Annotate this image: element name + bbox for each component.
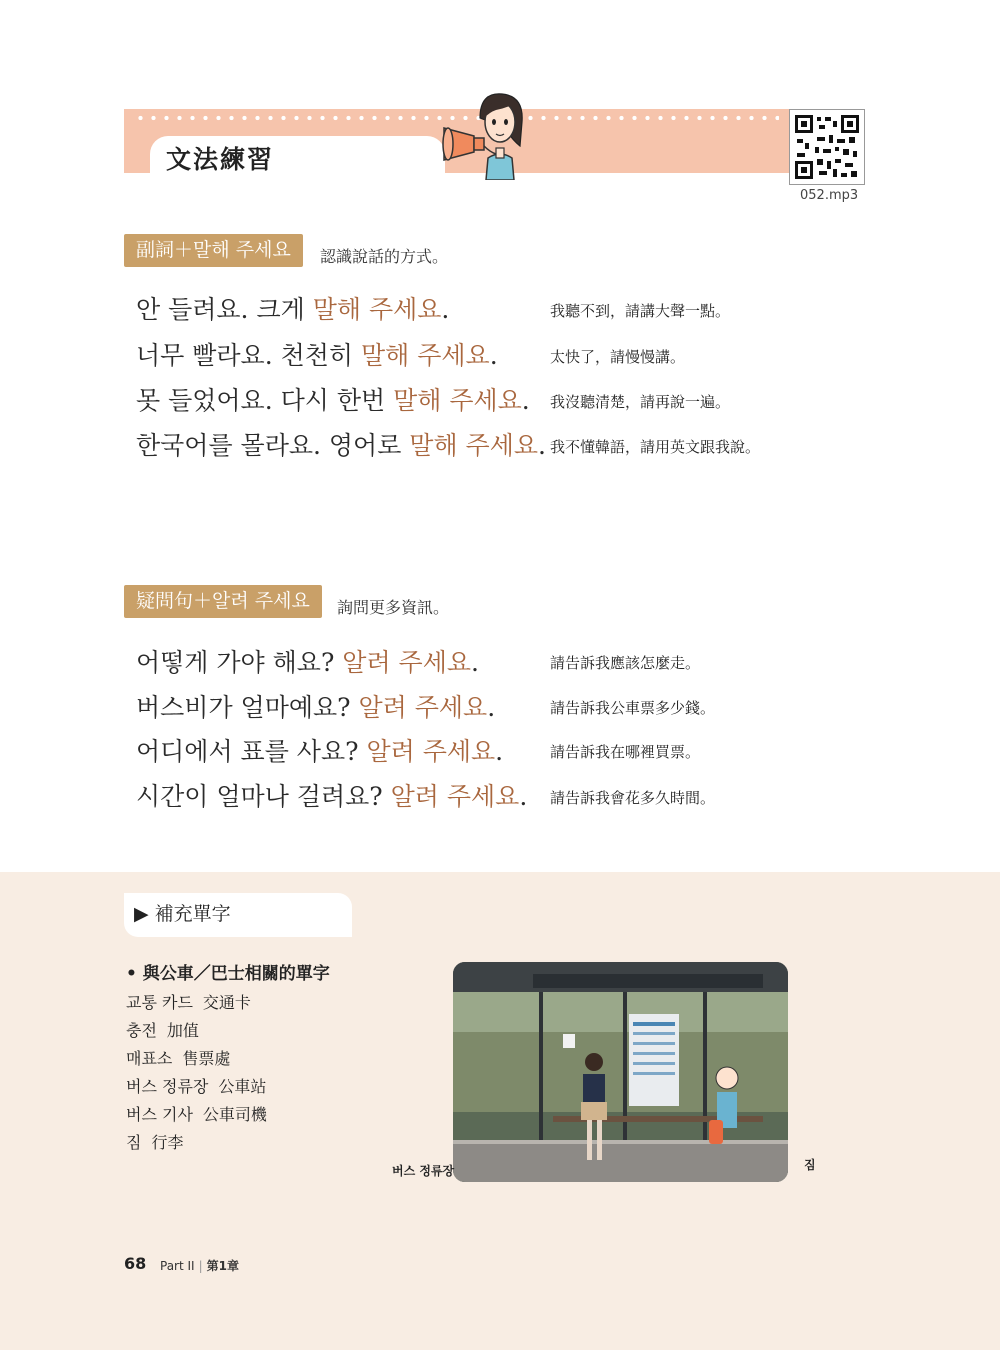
vocab-item: 교통 카드 交通卡 [126,993,251,1012]
korean-sentence: 시간이 얼마나 걸려요? 알려 주세요. [136,782,528,811]
highlight-phrase: 알려 주세요 [366,737,496,766]
page-breadcrumb: Part II | 第1章 [160,1259,239,1273]
chinese-translation: 請告訴我會花多久時間。 [550,789,716,807]
bus-stop-caption: 버스 정류장 [392,1164,455,1178]
chinese-translation: 我聽不到，請講大聲一點。 [550,302,731,320]
grammar-tag-2: 疑問句＋알려 주세요 [124,585,322,618]
qr-code[interactable] [789,109,865,185]
qr-code-icon [795,115,859,179]
chinese-translation: 我不懂韓語，請用英文跟我說。 [550,438,761,456]
grammar-desc-2: 詢問更多資訊。 [337,598,450,617]
vocab-item: 충전 加值 [126,1021,199,1040]
highlight-phrase: 말해 주세요 [361,341,490,370]
korean-sentence: 어디에서 표를 사요? 알려 주세요. [136,737,504,766]
chinese-translation: 我沒聽清楚，請再說一遍。 [550,393,731,411]
korean-sentence: 못 들었어요. 다시 한번 말해 주세요. [136,386,530,415]
korean-sentence: 너무 빨라요. 천천히 말해 주세요. [136,341,498,370]
korean-sentence: 버스비가 얼마예요? 알려 주세요. [136,693,496,722]
vocab-item: 짐 行李 [126,1133,184,1152]
highlight-phrase: 말해 주세요 [312,295,442,324]
bus-stop-photo [453,962,788,1182]
highlight-phrase: 알려 주세요 [342,648,471,677]
highlight-phrase: 알려 주세요 [358,693,488,722]
audio-track-label: 052.mp3 [800,188,859,203]
megaphone-girl-illustration [440,88,540,180]
grammar-desc-1: 認識說話的方式。 [320,247,449,266]
highlight-phrase: 말해 주세요 [393,386,522,415]
vocab-title: ▶ 補充單字 [134,903,231,925]
highlight-phrase: 알려 주세요 [390,782,520,811]
korean-sentence: 어떻게 가야 해요? 알려 주세요. [136,648,479,677]
vocab-item: 매표소 售票處 [126,1049,231,1068]
vocab-item: 버스 정류장 公車站 [126,1077,267,1096]
highlight-phrase: 말해 주세요 [409,431,538,460]
luggage-caption: 짐 [804,1158,816,1172]
vocab-item: 버스 기사 公車司機 [126,1105,267,1124]
chinese-translation: 請告訴我公車票多少錢。 [550,699,716,717]
chinese-translation: 請告訴我應該怎麼走。 [550,654,701,672]
page-title: 文法練習 [166,145,275,174]
korean-sentence: 한국어를 몰라요. 영어로 말해 주세요. [136,431,546,460]
vocab-heading: • 與公車／巴士相關的單字 [126,964,330,984]
korean-sentence: 안 들려요. 크게 말해 주세요. [136,295,450,324]
grammar-tag-1: 副詞＋말해 주세요 [124,234,303,267]
page-number: 68 [124,1254,147,1273]
chinese-translation: 太快了，請慢慢講。 [550,348,686,366]
chinese-translation: 請告訴我在哪裡買票。 [550,743,701,761]
